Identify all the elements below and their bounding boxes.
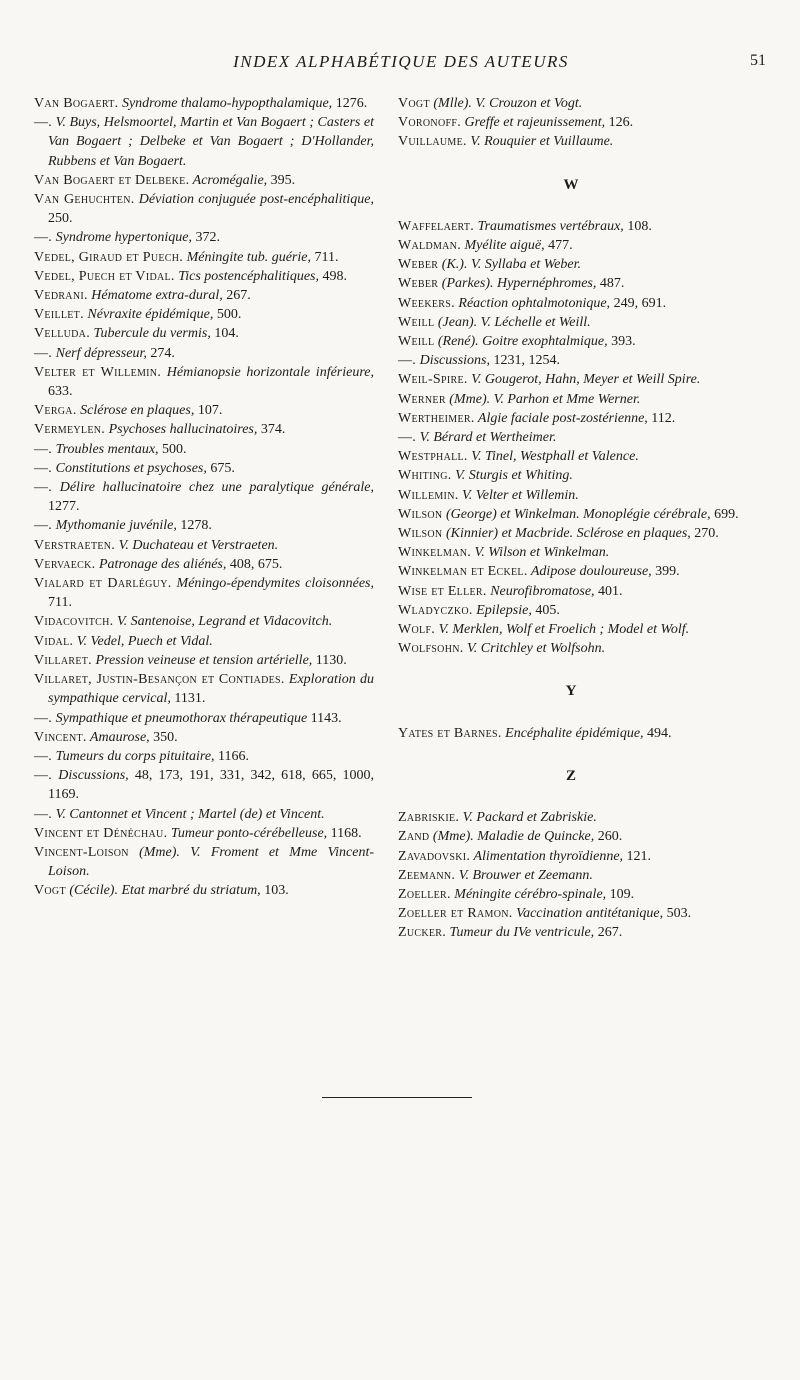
- index-entry: [34, 113, 374, 171]
- index-entry: [398, 274, 744, 293]
- entry-author: —.: [34, 230, 53, 246]
- entry-title: Troubles mentaux,: [52, 441, 159, 457]
- entry-title: Pression veineuse et tension artérielle,: [91, 652, 313, 668]
- entry-title: Exploration du sympathique cervical,: [48, 672, 374, 707]
- entry-author: Voronoff.: [398, 115, 461, 131]
- entry-author: Weill: [398, 334, 435, 350]
- entry-title: Algie faciale post-zostérienne,: [474, 410, 648, 426]
- entry-pages: 260.: [594, 829, 623, 845]
- index-entry: [398, 113, 744, 132]
- entry-pages: 1143.: [307, 710, 342, 726]
- entry-pages: 126.: [605, 115, 634, 131]
- entry-title: (Kinnier) et Macbride. Sclérose en plaques,: [442, 526, 691, 542]
- index-entry: [398, 885, 744, 904]
- entry-title: V. Duchateau et Verstraeten.: [115, 537, 279, 553]
- entry-author: Wilson: [398, 526, 443, 542]
- entry-author: —.: [398, 353, 417, 369]
- section-w: [398, 217, 744, 659]
- entry-author: Wise et Eller.: [398, 583, 487, 599]
- entry-title: Acromégalie,: [189, 172, 268, 188]
- entry-title: Nerf dépresseur,: [52, 345, 147, 361]
- index-entry: [34, 305, 374, 324]
- entry-pages: 249, 691.: [610, 295, 667, 311]
- entry-author: —.: [34, 710, 53, 726]
- entry-author: Villaret.: [34, 652, 92, 668]
- index-entry: [398, 447, 744, 466]
- entry-title: Méningite cérébro-spinale,: [450, 886, 607, 902]
- index-entry: [398, 724, 744, 743]
- entry-author: Weill: [398, 314, 435, 330]
- entry-author: Westphall.: [398, 449, 468, 465]
- entry-author: Vervaeck.: [34, 556, 96, 572]
- entry-title: Alimentation thyroïdienne,: [470, 848, 624, 864]
- entry-title: V. Rouquier et Vuillaume.: [466, 134, 614, 150]
- entry-author: Van Gehuchten.: [34, 192, 135, 208]
- index-entry: [398, 866, 744, 885]
- entry-pages: 108.: [623, 218, 652, 234]
- index-entry: [398, 486, 744, 505]
- entry-author: Vermeylen.: [34, 422, 106, 438]
- index-entry: [34, 670, 374, 708]
- entry-author: Vincent et Dénéchau.: [34, 825, 168, 841]
- entry-title: Traumatismes vertébraux,: [474, 218, 624, 234]
- entry-author: —.: [34, 460, 53, 476]
- entry-pages: 104.: [210, 326, 239, 342]
- entry-title: Syndrome thalamo-hypopthalamique,: [118, 96, 333, 111]
- entry-title: Névraxite épidémique,: [83, 307, 214, 323]
- page-title: INDEX ALPHABÉTIQUE DES AUTEURS: [233, 52, 569, 71]
- entry-title: Tubercule du vermis,: [90, 326, 211, 342]
- page-header: [36, 52, 766, 76]
- entry-pages: 494.: [643, 725, 672, 741]
- end-rule: [322, 1097, 472, 1098]
- entry-pages: 1131.: [170, 691, 206, 707]
- index-entry: [398, 524, 744, 543]
- entry-title: Constitutions et psychoses,: [52, 460, 207, 476]
- entry-pages: 393.: [607, 334, 636, 350]
- index-entry: [34, 709, 374, 728]
- entry-author: Waldman.: [398, 238, 462, 254]
- page-number: 51: [750, 52, 766, 69]
- entry-pages: 498.: [319, 268, 347, 284]
- entry-pages: 103.: [260, 883, 289, 899]
- entry-title: (George) et Winkelman. Monoplégie cérébrale,: [442, 506, 711, 522]
- entry-title: Discussions,: [416, 353, 491, 369]
- entry-author: Vialard et Darléguy.: [34, 576, 172, 592]
- entry-title: V. Packard et Zabriskie.: [459, 810, 597, 826]
- entry-pages: 1231, 1254.: [490, 353, 561, 369]
- entry-author: Vidacovitch.: [34, 614, 114, 630]
- entry-title: V. Santenoise, Legrand et Vidacovitch.: [113, 614, 333, 630]
- entry-author: Weil-Spire.: [398, 372, 468, 388]
- entry-author: Wladyczko.: [398, 602, 473, 618]
- entry-pages: 267.: [594, 925, 623, 941]
- index-entry: [34, 344, 374, 363]
- entry-pages: 107.: [194, 403, 223, 419]
- entry-pages: 500.: [158, 441, 187, 457]
- entry-author: —.: [34, 768, 53, 784]
- entry-author: Vidal.: [34, 633, 74, 649]
- entry-title: (Cécile). Etat marbré du striatum,: [65, 883, 261, 899]
- entry-pages: 395.: [267, 172, 296, 188]
- entry-title: Tumeur du IVe ventricule,: [446, 925, 595, 941]
- entry-pages: 711.: [48, 595, 72, 611]
- index-entry: [34, 324, 374, 343]
- section-y: [398, 724, 744, 743]
- index-entry: [398, 847, 744, 866]
- entry-author: Zand: [398, 829, 430, 845]
- entry-title: V. Brouwer et Zeemann.: [455, 867, 593, 883]
- entry-title: V. Buys, Helsmoortel, Martin et Van Bogaert ; Casters et Van Bogaert ; Delbeke et Van Bogaert ; D'Hollander, Rubbens et Van Bogaert.: [48, 115, 374, 169]
- entry-pages: 1276.: [332, 96, 368, 111]
- index-entry: [34, 94, 374, 113]
- entry-title: V. Sturgis et Whiting.: [451, 468, 573, 484]
- entry-title: V. Gougerot, Hahn, Meyer et Weill Spire.: [467, 372, 701, 388]
- entry-title: Mythomanie juvénile,: [52, 518, 177, 534]
- entry-pages: 1168.: [327, 825, 362, 841]
- entry-title: (Mme). Maladie de Quincke,: [429, 829, 595, 845]
- entry-pages: 48, 173, 191, 331, 342, 618, 665, 1000, 1169.: [48, 768, 374, 803]
- index-entry: [34, 805, 374, 824]
- entry-author: Winkelman.: [398, 545, 472, 561]
- entry-pages: 487.: [596, 276, 625, 292]
- entry-author: Veillet.: [34, 307, 84, 323]
- index-entry: [398, 217, 744, 236]
- entry-author: Vuillaume.: [398, 134, 467, 150]
- index-entry: [34, 228, 374, 247]
- index-entry: [398, 236, 744, 255]
- entry-author: Vincent.: [34, 729, 87, 745]
- entry-author: Vincent-Loison: [34, 844, 129, 860]
- index-entry: [34, 747, 374, 766]
- entry-title: Tumeurs du corps pituitaire,: [52, 748, 215, 764]
- entry-author: Velluda.: [34, 326, 91, 342]
- entry-pages: 405.: [531, 602, 560, 618]
- entry-title: V. Bérard et Wertheimer.: [416, 430, 557, 446]
- index-entry: [34, 363, 374, 401]
- entry-title: Délire hallucinatoire chez une paralytique générale,: [52, 480, 374, 496]
- index-entry: [34, 171, 374, 190]
- entry-author: Zeemann.: [398, 867, 456, 883]
- index-entry: [34, 440, 374, 459]
- index-entry: [34, 766, 374, 804]
- entry-author: Vogt: [398, 96, 430, 111]
- left-column: [34, 94, 374, 901]
- entry-pages: 633.: [48, 384, 73, 400]
- section-letter-y: Y: [565, 683, 577, 700]
- index-entry: [398, 923, 744, 942]
- entry-author: Zoeller.: [398, 886, 451, 902]
- index-entry: [34, 843, 374, 881]
- section-z: [398, 808, 744, 942]
- entry-author: Zoeller et Ramon.: [398, 906, 513, 922]
- index-entry: [398, 313, 744, 332]
- index-entry: [34, 248, 374, 267]
- index-entry: [398, 132, 744, 151]
- entry-title: Hématome extra-dural,: [87, 288, 223, 304]
- entry-pages: 372.: [191, 230, 220, 246]
- section-v: [398, 94, 744, 152]
- index-entry: [398, 94, 744, 113]
- index-entry: [34, 555, 374, 574]
- entry-pages: 399.: [651, 564, 680, 580]
- entry-author: Verga.: [34, 403, 77, 419]
- index-entry: [34, 459, 374, 478]
- entry-title: Neurofibromatose,: [486, 583, 595, 599]
- entry-author: —.: [34, 441, 53, 457]
- entry-author: Zucker.: [398, 925, 447, 941]
- right-column: [398, 94, 744, 943]
- entry-title: V. Critchley et Wolfsohn.: [463, 641, 606, 657]
- entry-pages: 1130.: [312, 652, 347, 668]
- entry-author: —.: [34, 518, 53, 534]
- entry-title: Vaccination antitétanique,: [512, 906, 664, 922]
- entry-title: V. Merklen, Wolf et Froelich ; Model et Wolf.: [435, 622, 690, 638]
- entry-author: Vedrani.: [34, 288, 88, 304]
- index-entry: [398, 294, 744, 313]
- entry-pages: 401.: [594, 583, 623, 599]
- entry-pages: 374.: [257, 422, 286, 438]
- entry-title: (Parkes). Hypernéphromes,: [438, 276, 597, 292]
- index-entry: [398, 808, 744, 827]
- entry-pages: 270.: [690, 526, 719, 542]
- index-entry: [34, 420, 374, 439]
- index-entry: [398, 601, 744, 620]
- entry-author: Yates et Barnes.: [398, 725, 502, 741]
- entry-pages: 121.: [623, 848, 652, 864]
- index-entry: [398, 409, 744, 428]
- entry-author: —.: [34, 748, 53, 764]
- entry-pages: 350.: [149, 729, 178, 745]
- index-entry: [34, 190, 374, 228]
- index-entry: [398, 543, 744, 562]
- entry-pages: 711.: [310, 249, 339, 265]
- entry-author: Verstraeten.: [34, 537, 116, 553]
- index-entry: [34, 516, 374, 535]
- entry-title: Sympathique et pneumothorax thérapeutique: [52, 710, 308, 726]
- index-entry: [398, 370, 744, 389]
- index-entry: [398, 904, 744, 923]
- entry-title: Tumeur ponto-cérébelleuse,: [167, 825, 328, 841]
- entry-title: Réaction ophtalmotonique,: [454, 295, 611, 311]
- index-entry: [34, 401, 374, 420]
- entry-pages: 503.: [663, 906, 692, 922]
- index-entry: [398, 582, 744, 601]
- entry-title: Myélite aiguë,: [461, 238, 545, 254]
- entry-author: —.: [34, 345, 53, 361]
- index-entry: [34, 286, 374, 305]
- section-letter-w: W: [563, 176, 579, 193]
- entry-pages: 1166.: [214, 748, 250, 764]
- entry-title: (Mme). V. Parhon et Mme Werner.: [445, 391, 641, 407]
- entry-title: (Mlle). V. Crouzon et Vogt.: [429, 96, 583, 111]
- entry-author: Wolfsohn.: [398, 641, 464, 657]
- index-entry: [34, 632, 374, 651]
- section-letter-z: Z: [565, 767, 576, 784]
- entry-author: Weber: [398, 276, 439, 292]
- entry-author: Wertheimer.: [398, 410, 475, 426]
- index-entry: [34, 536, 374, 555]
- entry-title: Adipose douloureuse,: [527, 564, 652, 580]
- entry-title: Tics postencéphalitiques,: [174, 268, 319, 284]
- entry-title: Encéphalite épidémique,: [501, 725, 644, 741]
- index-entry: [398, 255, 744, 274]
- entry-pages: 675.: [206, 460, 235, 476]
- entry-title: Méningite tub. guérie,: [183, 249, 311, 265]
- index-entry: [34, 612, 374, 631]
- entry-title: V. Vedel, Puech et Vidal.: [73, 633, 213, 649]
- entry-title: Epilepsie,: [472, 602, 532, 618]
- entry-author: Weekers.: [398, 295, 455, 311]
- index-entry: [34, 824, 374, 843]
- index-entry: [34, 651, 374, 670]
- entry-title: Greffe et rajeunissement,: [461, 115, 606, 131]
- entry-title: (K.). V. Syllaba et Weber.: [438, 257, 581, 273]
- index-entry: [398, 827, 744, 846]
- entry-author: Zabriskie.: [398, 810, 460, 826]
- entry-title: V. Velter et Willemin.: [458, 487, 579, 503]
- index-entry: [34, 728, 374, 747]
- entry-author: Wolf.: [398, 622, 436, 638]
- entry-title: Amaurose,: [86, 729, 150, 745]
- entry-title: V. Cantonnet et Vincent ; Martel (de) et Vincent.: [52, 806, 325, 822]
- entry-pages: 267.: [222, 288, 251, 304]
- entry-pages: 274.: [146, 345, 175, 361]
- entry-author: Willemin.: [398, 487, 459, 503]
- index-entry: [398, 639, 744, 658]
- entry-pages: 1277.: [48, 499, 80, 515]
- index-entry: [34, 478, 374, 516]
- entry-author: —.: [34, 115, 53, 131]
- entry-pages: 250.: [48, 211, 73, 227]
- index-entry: [398, 351, 744, 370]
- entry-title: Méningo-épendymites cloisonnées,: [171, 576, 374, 592]
- index-entry: [398, 332, 744, 351]
- entry-author: Van Bogaert et Delbeke.: [34, 172, 190, 188]
- entry-author: —.: [34, 480, 53, 496]
- entry-pages: 112.: [647, 410, 676, 426]
- entry-title: Discussions,: [52, 768, 129, 784]
- index-entry: [34, 267, 374, 286]
- entry-author: Weber: [398, 257, 439, 273]
- entry-title: (René). Goitre exophtalmique,: [434, 334, 608, 350]
- entry-author: Vedel, Giraud et Puech.: [34, 249, 184, 265]
- index-entry: [398, 390, 744, 409]
- entry-pages: 408, 675.: [226, 556, 283, 572]
- entry-title: Hémianopsie horizontale inférieure,: [161, 364, 374, 380]
- entry-pages: 699.: [710, 506, 739, 522]
- entry-author: Vogt: [34, 883, 66, 899]
- index-entry: [398, 428, 744, 447]
- entry-author: Werner: [398, 391, 446, 407]
- entry-title: Patronage des aliénés,: [95, 556, 227, 572]
- index-entry: [398, 505, 744, 524]
- entry-title: Sclérose en plaques,: [76, 403, 195, 419]
- entry-author: Van Bogaert.: [34, 96, 119, 111]
- entry-author: —.: [34, 806, 53, 822]
- entry-title: V. Wilson et Winkelman.: [471, 545, 610, 561]
- entry-title: (Jean). V. Léchelle et Weill.: [434, 314, 591, 330]
- entry-title: Syndrome hypertonique,: [52, 230, 192, 246]
- index-entry: [398, 466, 744, 485]
- entry-title: V. Tinel, Westphall et Valence.: [467, 449, 639, 465]
- entry-title: Déviation conjuguée post-encéphalitique,: [134, 192, 375, 208]
- entry-author: Winkelman et Eckel.: [398, 564, 528, 580]
- entry-title: (Mme). V. Froment et Mme Vincent-Loison.: [48, 844, 374, 880]
- entry-author: —.: [398, 430, 417, 446]
- entry-author: Wilson: [398, 506, 443, 522]
- index-entry: [398, 562, 744, 581]
- entry-pages: 477.: [544, 238, 573, 254]
- entry-pages: 109.: [606, 886, 635, 902]
- entry-pages: 1278.: [176, 518, 212, 534]
- index-entry: [34, 574, 374, 612]
- index-entry: [34, 881, 374, 900]
- entry-pages: 500.: [213, 307, 242, 323]
- entry-author: Velter et Willemin.: [34, 364, 162, 380]
- entry-author: Whiting.: [398, 468, 452, 484]
- entry-author: Waffelaert.: [398, 218, 475, 234]
- entry-author: Vedel, Puech et Vidal.: [34, 268, 175, 284]
- entry-author: Zavadovski.: [398, 848, 471, 864]
- entry-author: Villaret, Justin-Besançon et Contiades.: [34, 672, 285, 688]
- index-entry: [398, 620, 744, 639]
- entry-title: Psychoses hallucinatoires,: [105, 422, 258, 438]
